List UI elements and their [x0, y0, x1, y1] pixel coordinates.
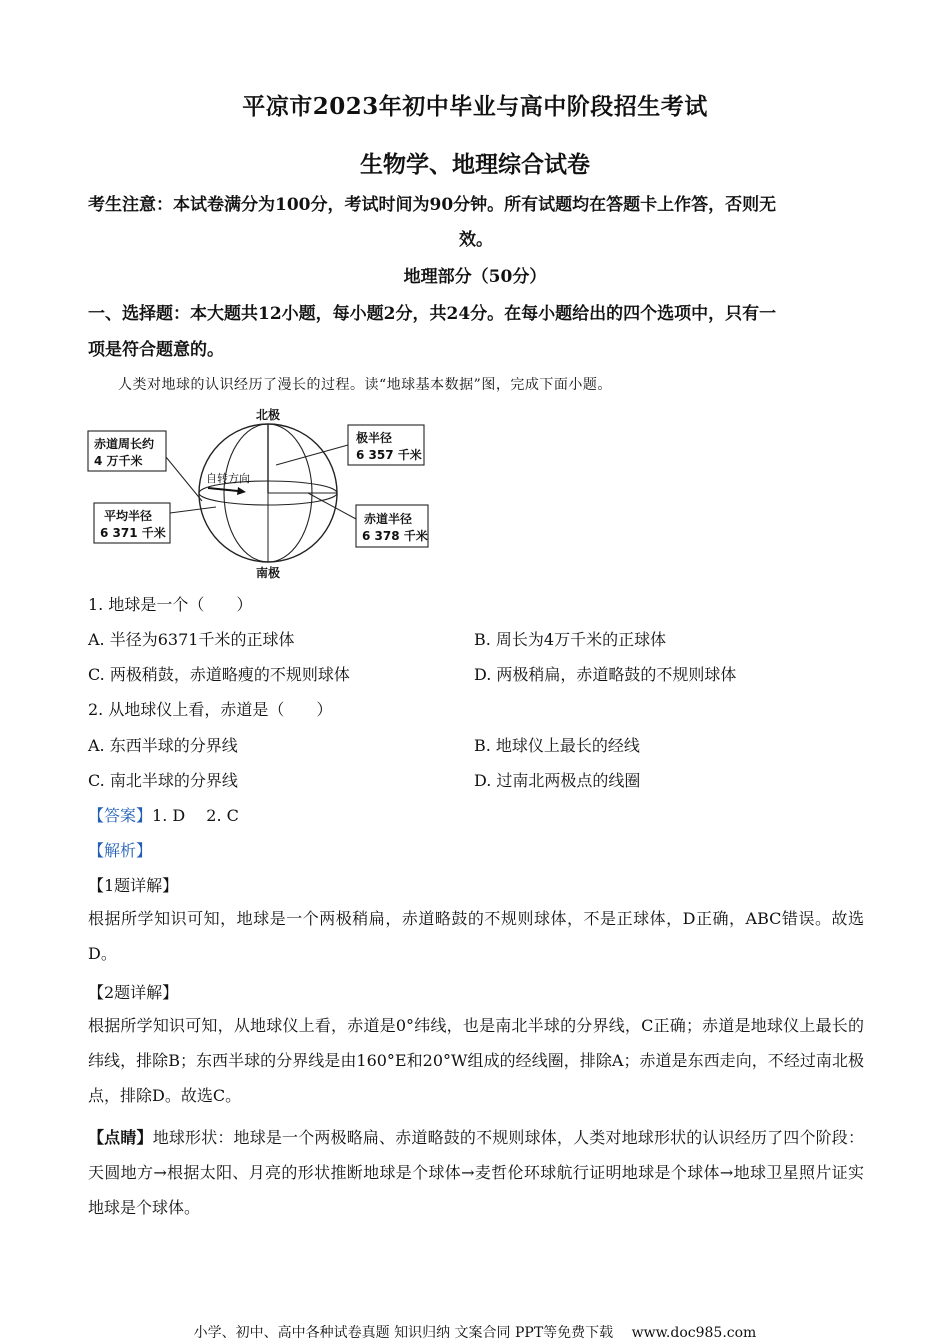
polar-radius-value: 6 357 千米: [356, 448, 422, 462]
detail-2-text: 根据所学知识可知，从地球仪上看，赤道是0°纬线，也是南北半球的分界线，C正确；赤道是地球仪上最长的纬线，排除B；东西半球的分界线是由160°E和20°W组成的经线圈，排除A；赤道是东西走向，不经过南北极点，排除D。故选C。: [88, 1016, 864, 1105]
question-1-stem: 1. 地球是一个（ ）: [88, 595, 253, 614]
part-one-line-2: 项是符合题意的。: [88, 340, 224, 360]
question-1-option-c: C. 两极稍鼓，赤道略瘦的不规则球体: [88, 665, 350, 684]
answer-line: [88, 803, 239, 826]
notice-line-1: 考生注意：本试卷满分为100分，考试时间为90分钟。所有试题均在答题卡上作答，否则无: [88, 195, 777, 215]
polar-radius-label: 极半径: [356, 431, 393, 445]
exam-subtitle: 生物学、地理综合试卷: [360, 151, 590, 178]
tip-paragraph: [88, 1120, 864, 1225]
mean-radius-value: 6 371 千米: [100, 526, 166, 540]
question-1-option-a: A. 半径为6371千米的正球体: [88, 630, 295, 649]
equator-circ-label: 赤道周长约: [94, 437, 155, 451]
question-2-option-c: C. 南北半球的分界线: [88, 771, 238, 790]
question-2-option-d: D. 过南北两极点的线圈: [474, 771, 641, 790]
question-2-option-a: A. 东西半球的分界线: [88, 736, 238, 755]
part-one-instructions: [88, 296, 868, 368]
mean-radius-pointer: [170, 507, 216, 513]
earth-data-figure: [86, 405, 436, 580]
analysis-tag: 【解析】: [88, 841, 153, 860]
notice-line-2: 效。: [459, 230, 493, 250]
equator-radius-pointer: [308, 493, 356, 519]
equator-circ-value: 4 万千米: [94, 454, 143, 468]
answer-text: 1. D 2. C: [152, 806, 239, 825]
south-pole-label: 南极: [255, 566, 281, 580]
candidate-notice: [88, 188, 864, 258]
part-one-line-1: 一、选择题：本大题共12小题，每小题2分，共24分。在每小题给出的四个选项中，只有一: [88, 304, 777, 324]
question-2-stem: 2. 从地球仪上看，赤道是（ ）: [88, 700, 333, 719]
equator-circ-pointer: [166, 457, 202, 501]
exam-title: 平凉市2023年初中毕业与高中阶段招生考试: [242, 93, 708, 120]
section-title: 地理部分（50分）: [403, 267, 547, 287]
question-intro: 人类对地球的认识经历了漫长的过程。读“地球基本数据”图，完成下面小题。: [118, 377, 612, 393]
rotation-arrowhead-icon: [237, 487, 246, 495]
equator-radius-label: 赤道半径: [364, 512, 413, 526]
page-footer: 小学、初中、高中各种试卷真题 知识归纳 文案合同 PPT等免费下载 www.doc985.com: [193, 1325, 757, 1341]
rotation-label: 自转方向: [206, 472, 250, 485]
question-2-option-b: B. 地球仪上最长的经线: [474, 736, 640, 755]
question-1-option-b: B. 周长为4万千米的正球体: [474, 630, 667, 649]
question-1-option-d: D. 两极稍扁，赤道略鼓的不规则球体: [474, 665, 737, 684]
tip-tag: 【点睛】: [88, 1128, 153, 1147]
answer-tag: 【答案】: [88, 806, 153, 825]
equator-radius-value: 6 378 千米: [362, 529, 428, 543]
detail-1-text: 根据所学知识可知，地球是一个两极稍扁，赤道略鼓的不规则球体，不是正球体，D正确，ABC错误。故选D。: [88, 909, 864, 963]
rotation-arrow-icon: [208, 488, 238, 491]
tip-text: 地球形状：地球是一个两极略扁、赤道略鼓的不规则球体，人类对地球形状的认识经历了四个阶段：天圆地方→根据太阳、月亮的形状推断地球是个球体→麦哲伦环球航行证明地球是个球体→地球卫星照片证实地球是个球体。: [88, 1128, 864, 1217]
mean-radius-label: 平均半径: [104, 509, 153, 523]
detail-1-tag: 【1题详解】: [88, 876, 179, 895]
polar-radius-pointer: [276, 445, 348, 465]
detail-2-tag: 【2题详解】: [88, 983, 179, 1002]
north-pole-label: 北极: [255, 408, 281, 422]
